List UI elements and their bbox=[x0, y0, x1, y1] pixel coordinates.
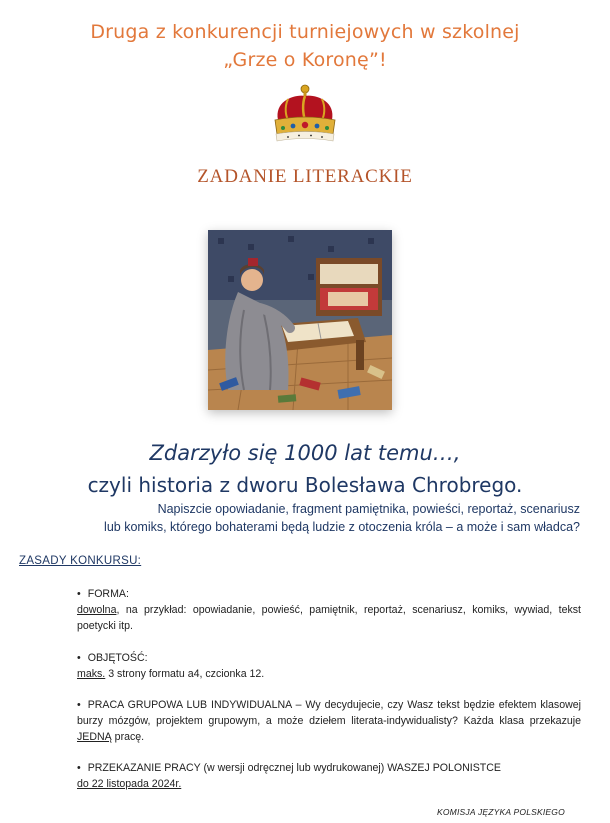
rule-przekazanie-text: PRZEKAZANIE PRACY (w wersji odręcznej lub wydrukowanej) WASZEJ POLONISTCE bbox=[87, 762, 501, 774]
rule-praca-text1: PRACA GRUPOWA LUB INDYWIDUALNA – Wy decydujecie, czy Wasz tekst będzie efektem klasowej burzy mózgów, projektem grupowym, a może dziełem literata-indywidualisty? Każda klasa przekazuje bbox=[77, 699, 581, 727]
rule-forma bbox=[77, 586, 581, 634]
medieval-scribe-illustration bbox=[208, 230, 392, 410]
rule-objetosc-body bbox=[77, 666, 581, 682]
rule-praca-underlined: JEDNĄ bbox=[77, 731, 112, 743]
rule-praca-bullet bbox=[77, 699, 88, 711]
rule-praca-text2: pracę. bbox=[111, 731, 145, 743]
header-line-1: Druga z konkurencji turniejowych w szkolnej bbox=[90, 21, 520, 43]
crown-icon bbox=[266, 84, 344, 146]
section-title: ZADANIE LITERACKIE bbox=[197, 166, 413, 187]
rule-forma-underlined: dowolna bbox=[77, 604, 117, 616]
rule-forma-body bbox=[77, 602, 581, 634]
rule-objetosc-text: 3 strony formatu a4, czcionka 12. bbox=[105, 668, 265, 680]
quote-line-1: Zdarzyło się 1000 lat temu…, bbox=[149, 441, 461, 465]
rules-title: ZASADY KONKURSU: bbox=[19, 555, 142, 567]
rule-przekazanie-underlined: do 22 listopada 2024r. bbox=[77, 778, 182, 790]
rule-objetosc-label: • OBJĘTOŚĆ: bbox=[77, 650, 581, 666]
header-line-2: „Grze o Koronę”! bbox=[223, 49, 387, 71]
rule-objetosc-underlined: maks. bbox=[77, 668, 106, 680]
rule-objetosc bbox=[77, 650, 581, 682]
rule-przekazanie-bullet bbox=[77, 762, 88, 774]
description-line-1: Napiszcie opowiadanie, fragment pamiętnika, powieści, reportaż, scenariusz bbox=[157, 502, 580, 516]
quote-line-2: czyli historia z dworu Bolesława Chrobrego. bbox=[87, 473, 523, 497]
task-description bbox=[10, 500, 580, 536]
rule-forma-text: , na przykład: opowiadanie, powieść, pamiętnik, reportaż, scenariusz, komiks, wywiad, tekst poetycki itp. bbox=[77, 604, 581, 632]
rule-przekazanie bbox=[77, 760, 581, 792]
rule-forma-label: • FORMA: bbox=[77, 586, 581, 602]
rule-praca bbox=[77, 697, 581, 745]
description-line-2: lub komiks, którego bohaterami będą ludzie z otoczenia króla – a może i sam władca? bbox=[104, 520, 580, 534]
footer-signature: KOMISJA JĘZYKA POLSKIEGO bbox=[437, 807, 565, 817]
